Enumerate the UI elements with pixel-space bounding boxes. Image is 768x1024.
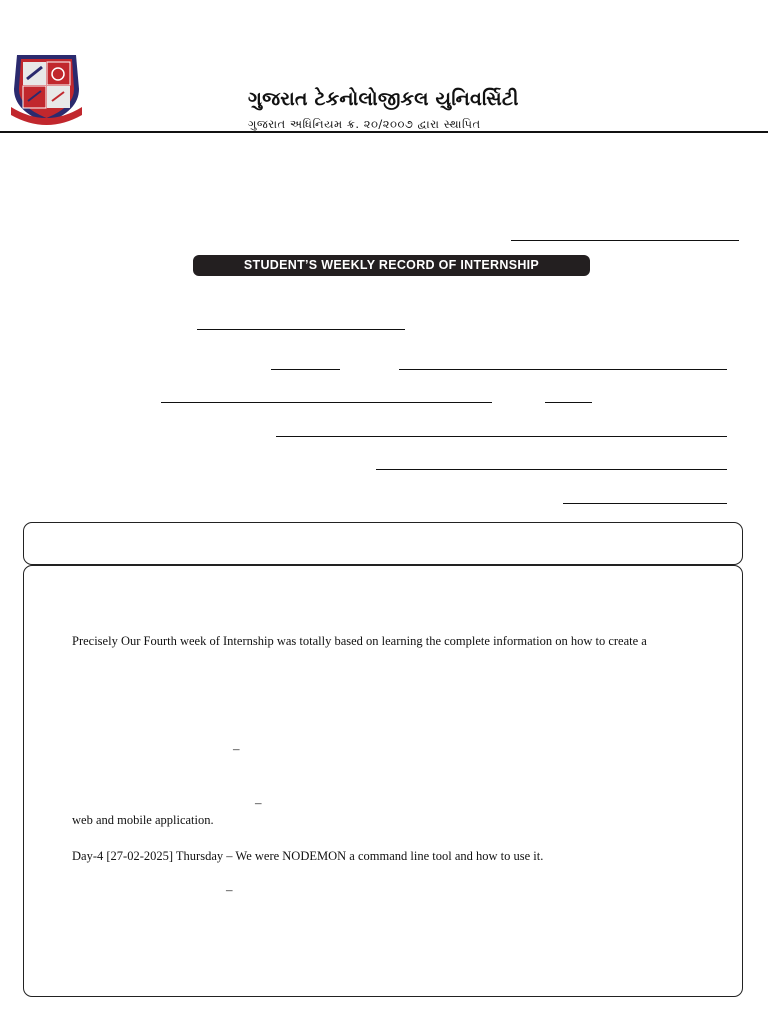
record-line-day4: Day-4 [27-02-2025] Thursday – We were NODEMON a command line tool and how to use it. bbox=[72, 849, 544, 863]
blank-line-date bbox=[511, 240, 739, 241]
record-line-2: web and mobile application. bbox=[72, 813, 214, 827]
record-dash-1: – bbox=[233, 741, 240, 756]
record-dash-3: – bbox=[226, 882, 233, 897]
blank-line-5 bbox=[376, 469, 727, 470]
blank-line-3b bbox=[545, 402, 592, 403]
record-line-intro: Precisely Our Fourth week of Internship was totally based on learning the complete information on how to create a bbox=[72, 634, 647, 648]
university-title: ગુજરાત ટેકનોલોજીકલ યુનિવર્સિટી bbox=[248, 88, 519, 110]
university-logo bbox=[9, 49, 84, 125]
blank-line-2a bbox=[271, 369, 340, 370]
blank-line-2b bbox=[399, 369, 727, 370]
blank-line-6 bbox=[563, 503, 727, 504]
form-title: STUDENT’S WEEKLY RECORD OF INTERNSHIP bbox=[193, 255, 590, 276]
weekly-record-box bbox=[23, 565, 743, 997]
blank-line-4 bbox=[276, 436, 727, 437]
week-heading-box bbox=[23, 522, 743, 565]
blank-line-1 bbox=[197, 329, 405, 330]
blank-line-3a bbox=[161, 402, 492, 403]
university-subtitle: ગુજરાત અધિનિયમ ક્ર. ૨૦/૨૦૦૭ દ્વારા સ્થાપિત bbox=[248, 117, 481, 131]
header-divider bbox=[0, 131, 768, 133]
record-dash-2: – bbox=[255, 795, 262, 810]
